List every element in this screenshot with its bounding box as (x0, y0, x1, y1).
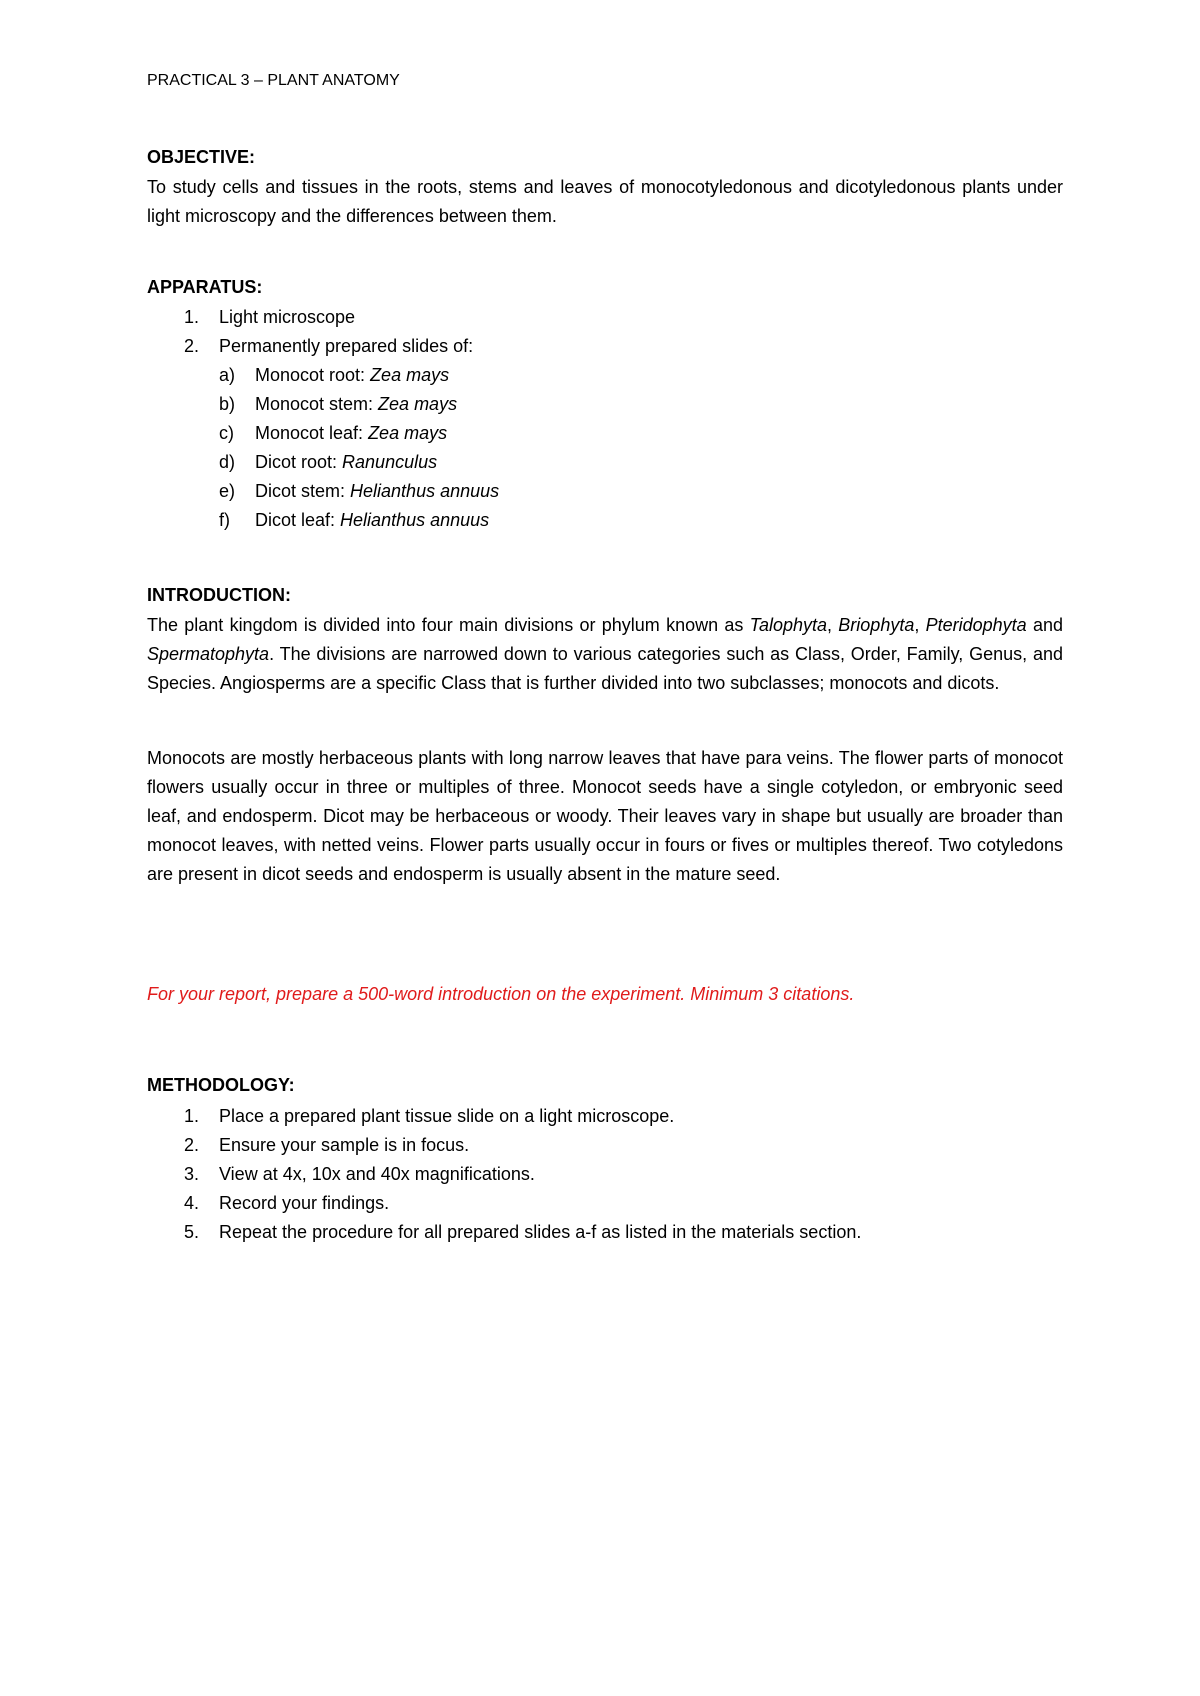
slide-species: Helianthus annuus (350, 481, 500, 501)
introduction-paragraph-2: Monocots are mostly herbaceous plants with long narrow leaves that have para veins. The flower parts of monocot flowers usually occur in three or multiples of three. Monocot seeds have a single cotyledon, or embryonic seed leaf, and endosperm. Dicot may be herbaceous or woody. Their leaves vary in shape but usually are broader than monocot leaves, with netted veins. Flower parts usually occur in fours or fives or multiples thereof. Two cotyledons are present in dicot seeds and endosperm is usually absent in the mature seed. (147, 748, 1063, 884)
slide-label: Dicot stem: (255, 481, 351, 501)
step-text: View at 4x, 10x and 40x magnifications. (219, 1164, 535, 1184)
page-header: PRACTICAL 3 – PLANT ANATOMY (147, 72, 400, 89)
item-text: Light microscope (219, 307, 356, 327)
objective-text: To study cells and tissues in the roots, stems and leaves of monocotyledonous and dicotyledonous plants under light microscopy and the differences between them. (147, 177, 1063, 226)
introduction-heading: INTRODUCTION: (147, 585, 291, 605)
step-text: Ensure your sample is in focus. (219, 1135, 470, 1155)
item-number: 1. (184, 307, 200, 327)
step-text: Place a prepared plant tissue slide on a light microscope. (219, 1106, 675, 1126)
intro-text: , (914, 615, 926, 635)
slide-label: Monocot leaf: (255, 423, 369, 443)
slide-label: Monocot root: (255, 365, 371, 385)
slide-species: Zea mays (368, 423, 448, 443)
slide-letter: b) (219, 394, 236, 414)
step-number: 4. (184, 1193, 200, 1213)
objective-heading: OBJECTIVE: (147, 147, 256, 167)
slide-letter: c) (219, 423, 234, 443)
slide-letter: a) (219, 365, 236, 385)
step-number: 5. (184, 1222, 200, 1242)
slide-letter: e) (219, 481, 236, 501)
taxon-name: Pteridophyta (925, 615, 1027, 635)
apparatus-heading: APPARATUS: (147, 277, 263, 297)
taxon-name: Briophyta (838, 615, 915, 635)
report-note: For your report, prepare a 500-word introduction on the experiment. Minimum 3 citations. (147, 984, 855, 1004)
slide-letter: d) (219, 452, 236, 472)
taxon-name: Talophyta (749, 615, 828, 635)
step-number: 1. (184, 1106, 200, 1126)
intro-text: , (827, 615, 839, 635)
slide-label: Monocot stem: (255, 394, 379, 414)
slide-letter: f) (219, 510, 230, 530)
slide-label: Dicot leaf: (255, 510, 341, 530)
intro-text: The plant kingdom is divided into four main divisions or phylum known as (147, 615, 750, 635)
item-text: Permanently prepared slides of: (219, 336, 474, 356)
slide-species: Helianthus annuus (340, 510, 490, 530)
step-text: Repeat the procedure for all prepared slides a-f as listed in the materials section. (219, 1222, 862, 1242)
step-number: 2. (184, 1135, 200, 1155)
taxon-name: Spermatophyta (147, 644, 270, 664)
step-text: Record your findings. (219, 1193, 390, 1213)
slide-species: Zea mays (370, 365, 450, 385)
slide-species: Ranunculus (342, 452, 438, 472)
step-number: 3. (184, 1164, 200, 1184)
item-number: 2. (184, 336, 200, 356)
intro-text: . The divisions are narrowed down to various categories such as Class, Order, Family, Genus, and Species. Angiosperms are a specific Class that is further divided into two subclasses; monocots and dicots. (147, 644, 1063, 693)
introduction-paragraph-1 (147, 611, 1063, 698)
slide-species: Zea mays (378, 394, 458, 414)
slide-label: Dicot root: (255, 452, 343, 472)
methodology-heading: METHODOLOGY: (147, 1075, 295, 1095)
intro-text: and (1026, 615, 1063, 635)
